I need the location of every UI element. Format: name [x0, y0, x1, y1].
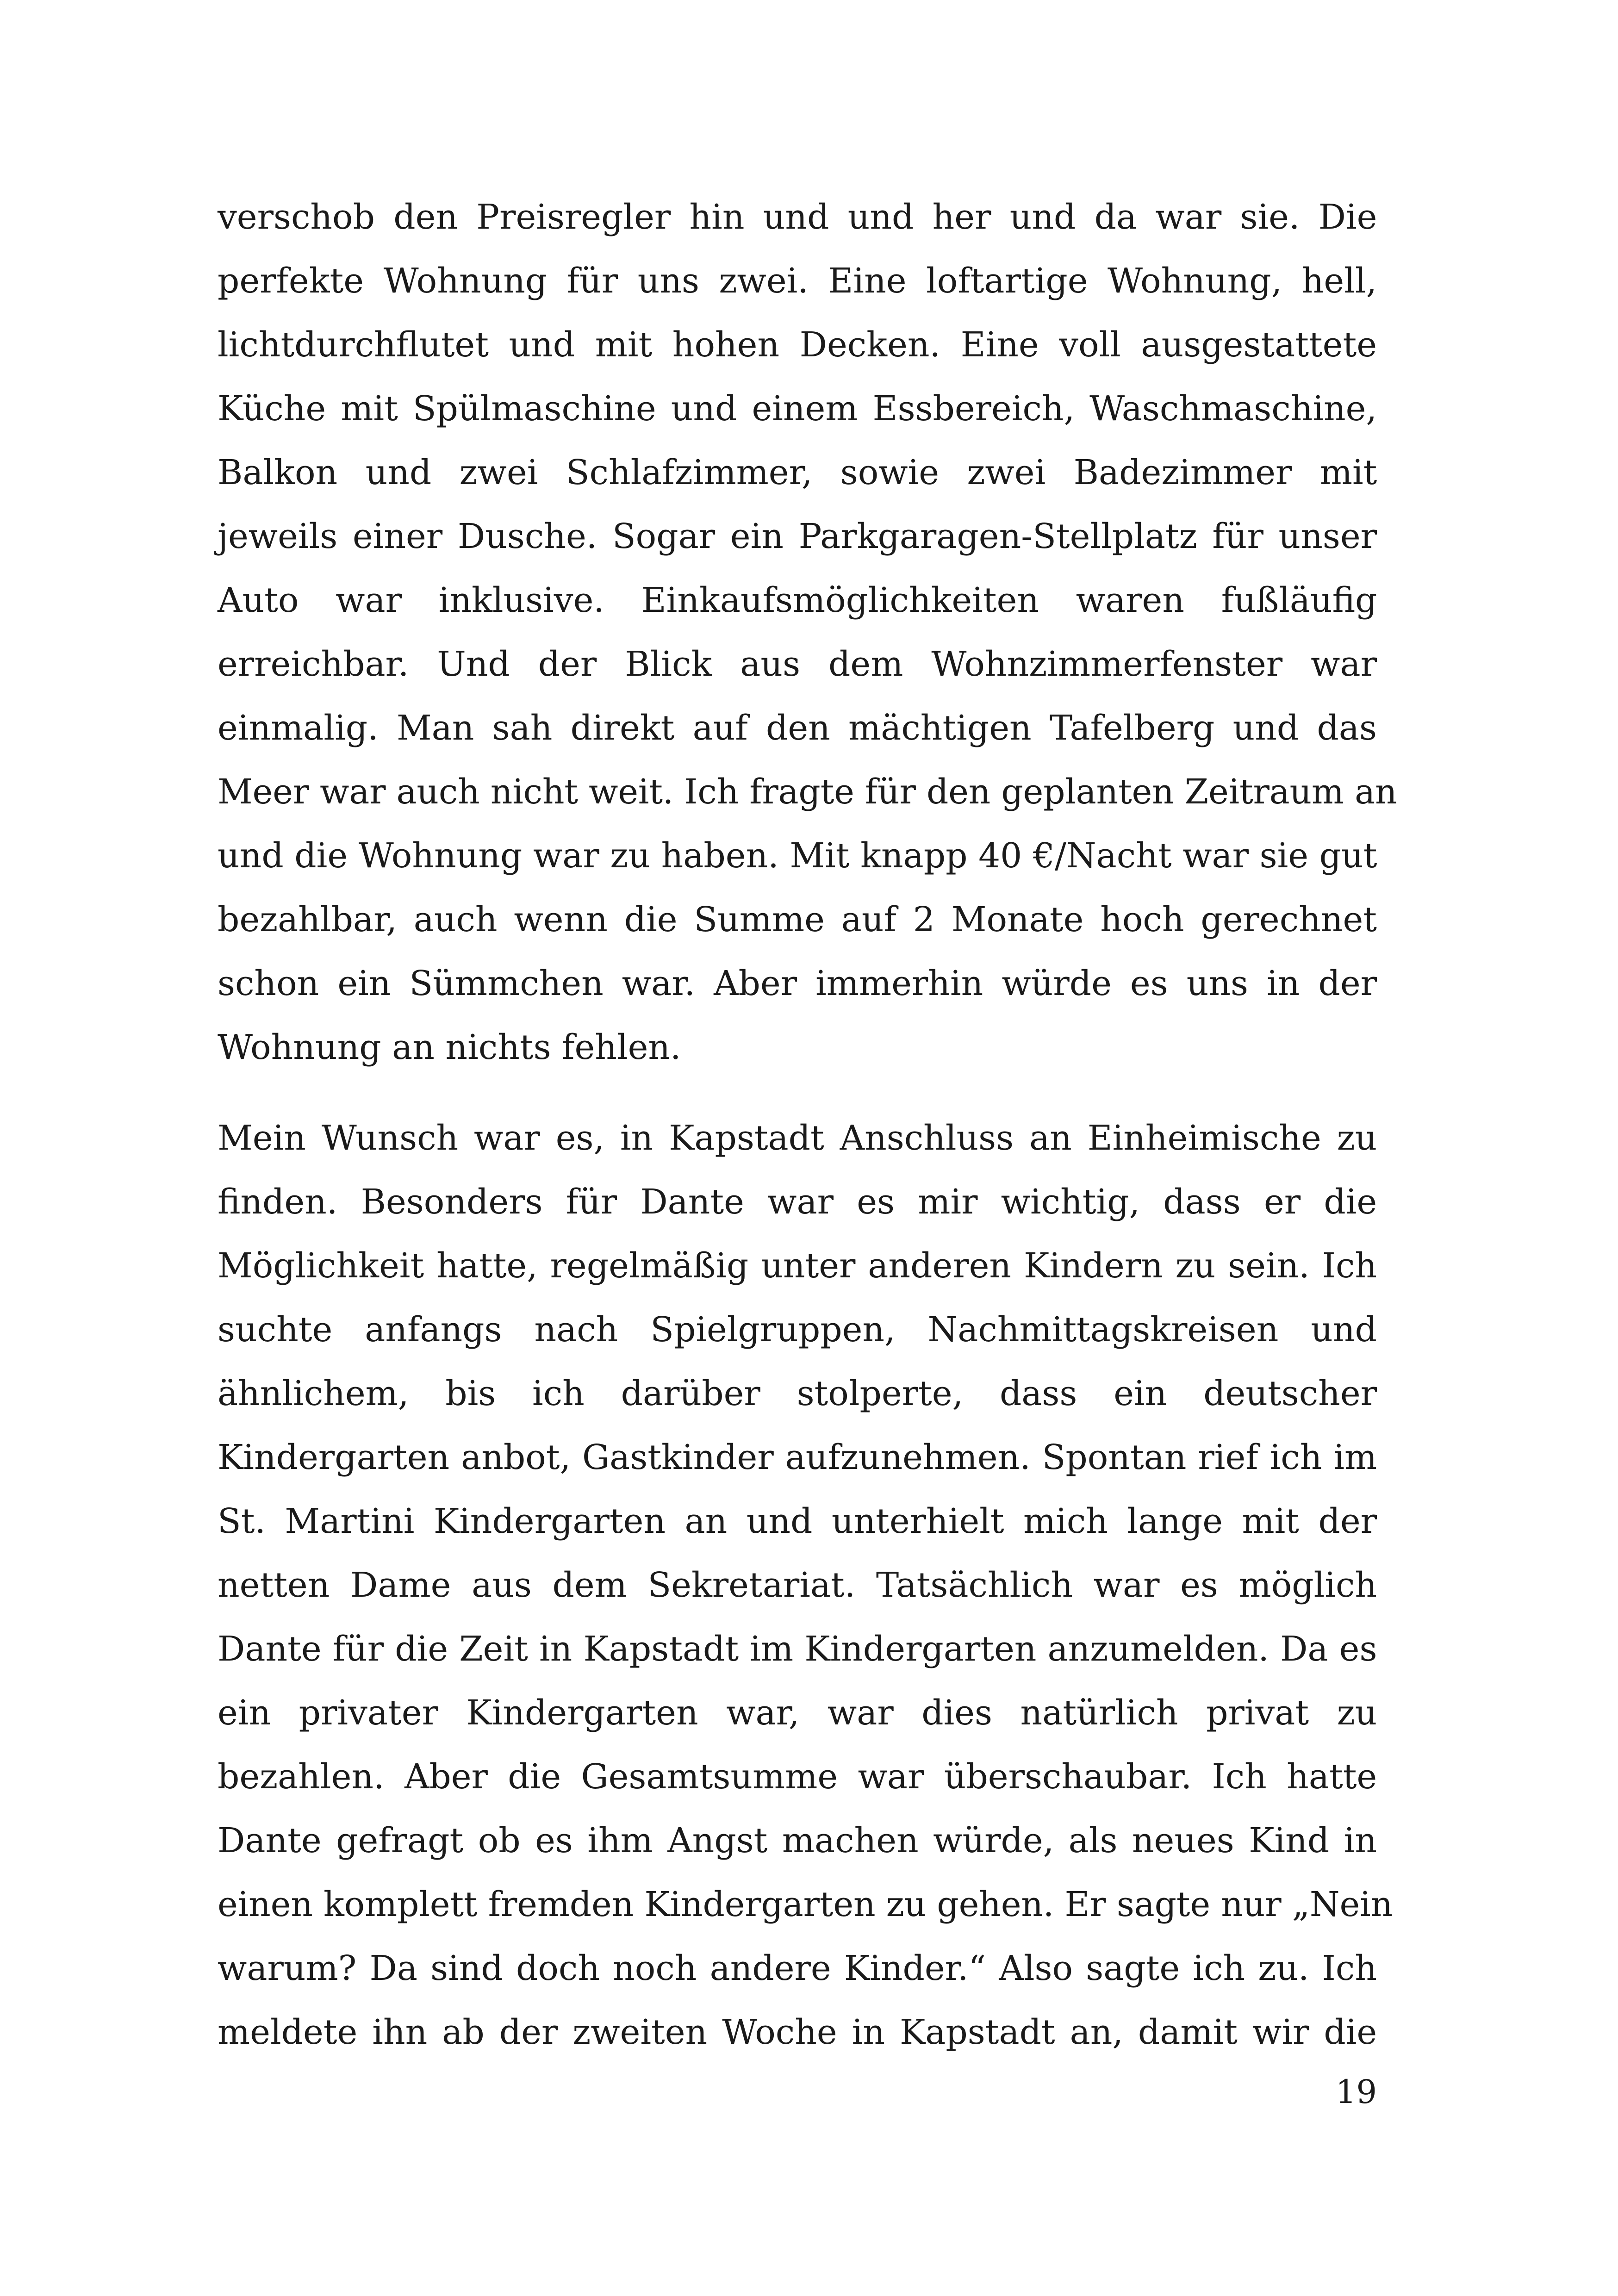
text-line: perfekte Wohnung für uns zwei. Eine loftartige Wohnung, hell, [218, 261, 1377, 301]
text-line: Kindergarten anbot, Gastkinder aufzunehmen. Spontan rief ich im [218, 1437, 1377, 1477]
text-line: Mein Wunsch war es, in Kapstadt Anschluss an Einheimische zu [218, 1118, 1377, 1158]
paragraph-apartment [218, 185, 1397, 1079]
text-line: Wohnung an nichts fehlen. [218, 1027, 681, 1067]
text-line: netten Dame aus dem Sekretariat. Tatsächlich war es möglich [218, 1565, 1377, 1605]
text-line: Möglichkeit hatte, regelmäßig unter anderen Kindern zu sein. Ich [218, 1246, 1377, 1286]
text-line: Balkon und zwei Schlafzimmer, sowie zwei Badezimmer mit [218, 453, 1377, 492]
text-line: warum? Da sind doch noch andere Kinder.“ Also sagte ich zu. Ich [218, 1948, 1377, 1988]
text-line: einmalig. Man sah direkt auf den mächtigen Tafelberg und das [218, 708, 1377, 748]
text-line: jeweils einer Dusche. Sogar ein Parkgaragen-Stellplatz für unser [218, 516, 1377, 556]
text-line: schon ein Sümmchen war. Aber immerhin würde es uns in der [218, 964, 1377, 1003]
text-line: finden. Besonders für Dante war es mir wichtig, dass er die [218, 1182, 1377, 1222]
text-line: erreichbar. Und der Blick aus dem Wohnzimmerfenster war [218, 644, 1377, 684]
page-number: 19 [1335, 2073, 1377, 2111]
text-line: Dante für die Zeit in Kapstadt im Kindergarten anzumelden. Da es [218, 1629, 1377, 1669]
text-line: suchte anfangs nach Spielgruppen, Nachmittagskreisen und [218, 1310, 1377, 1350]
text-line: ähnlichem, bis ich darüber stolperte, dass ein deutscher [218, 1374, 1377, 1413]
text-line: und die Wohnung war zu haben. Mit knapp 40 €/Nacht war sie gut [218, 836, 1377, 876]
text-line: St. Martini Kindergarten an und unterhielt mich lange mit der [218, 1501, 1377, 1541]
text-line: bezahlbar, auch wenn die Summe auf 2 Monate hoch gerechnet [218, 900, 1377, 940]
text-line: meldete ihn ab der zweiten Woche in Kapstadt an, damit wir die [218, 2012, 1377, 2052]
text-line: Auto war inklusive. Einkaufsmöglichkeiten waren fußläufig [218, 580, 1377, 620]
paragraph-kindergarten [218, 1106, 1393, 2064]
text-line: Dante gefragt ob es ihm Angst machen würde, als neues Kind in [218, 1821, 1377, 1860]
text-line: lichtdurchflutet und mit hohen Decken. Eine voll ausgestattete [218, 325, 1377, 365]
text-line: bezahlen. Aber die Gesamtsumme war überschaubar. Ich hatte [218, 1757, 1377, 1797]
text-line: einen komplett fremden Kindergarten zu gehen. Er sagte nur „Nein [218, 1885, 1393, 1924]
text-line: Küche mit Spülmaschine und einem Essbereich, Waschmaschine, [218, 389, 1377, 429]
text-line: Meer war auch nicht weit. Ich fragte für den geplanten Zeitraum an [218, 772, 1397, 812]
text-line: verschob den Preisregler hin und und her und da war sie. Die [218, 197, 1377, 237]
body-text [218, 185, 1397, 2064]
text-line: ein privater Kindergarten war, war dies natürlich privat zu [218, 1693, 1377, 1733]
